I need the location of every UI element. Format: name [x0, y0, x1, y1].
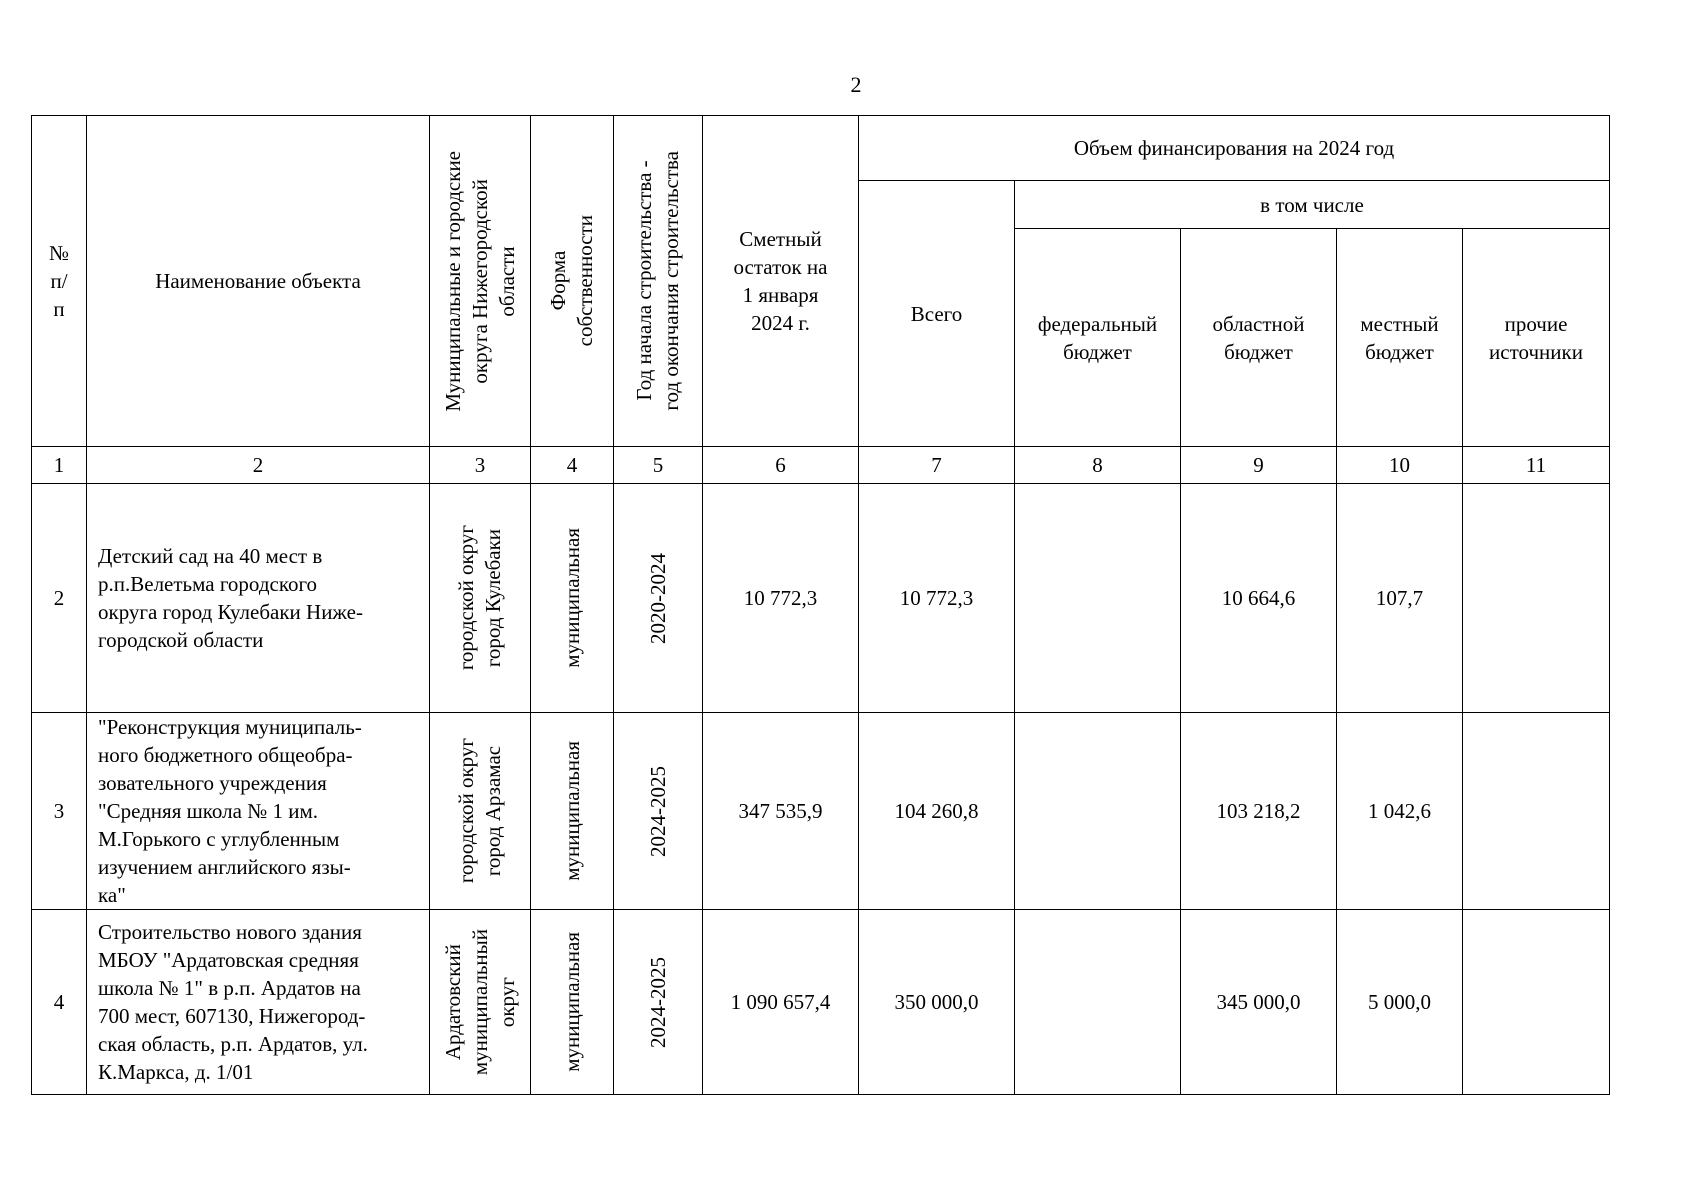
municipality: городской округ город Кулебаки [430, 484, 531, 713]
header-years: Год начала строительства - год окончания строительства [614, 116, 703, 447]
header-num: № п/ п [32, 116, 87, 447]
row-num: 2 [32, 484, 87, 713]
header-other: прочие источники [1463, 229, 1610, 447]
header-federal: федеральный бюджет [1015, 229, 1181, 447]
object-name: Строительство нового здания МБОУ "Ардатовская средняя школа № 1" в р.п. Ардатов на 700 мест, 607130, Нижегород- ская область, р.п. Ардатов, ул. К.Маркса, д. 1/01 [87, 910, 430, 1095]
object-name: "Реконструкция муниципаль- ного бюджетного общеобра- зовательного учреждения "Средняя школа № 1 им. М.Горького с углубленным изучением английского язы- ка" [87, 713, 430, 910]
header-total: Всего [859, 181, 1015, 447]
years: 2024-2025 [614, 910, 703, 1095]
column-number: 7 [859, 447, 1015, 484]
column-number: 10 [1337, 447, 1463, 484]
years: 2020-2024 [614, 484, 703, 713]
total-value: 104 260,8 [859, 713, 1015, 910]
years: 2024-2025 [614, 713, 703, 910]
regional-value: 10 664,6 [1181, 484, 1337, 713]
column-number: 3 [430, 447, 531, 484]
other-value [1463, 484, 1610, 713]
balance-value: 347 535,9 [703, 713, 859, 910]
regional-value: 345 000,0 [1181, 910, 1337, 1095]
total-value: 10 772,3 [859, 484, 1015, 713]
column-number: 1 [32, 447, 87, 484]
column-number: 9 [1181, 447, 1337, 484]
other-value [1463, 910, 1610, 1095]
local-value: 107,7 [1337, 484, 1463, 713]
column-number: 8 [1015, 447, 1181, 484]
total-value: 350 000,0 [859, 910, 1015, 1095]
column-number: 6 [703, 447, 859, 484]
header-local: местный бюджет [1337, 229, 1463, 447]
ownership: муниципальная [531, 484, 614, 713]
header-municipality: Муниципальные и городские округа Нижегородской области [430, 116, 531, 447]
local-value: 5 000,0 [1337, 910, 1463, 1095]
object-name: Детский сад на 40 мест в р.п.Велетьма городского округа город Кулебаки Ниже- городской области [87, 484, 430, 713]
federal-value [1015, 910, 1181, 1095]
column-number: 4 [531, 447, 614, 484]
header-ownership: Форма собственности [531, 116, 614, 447]
municipality: городской округ город Арзамас [430, 713, 531, 910]
column-number: 11 [1463, 447, 1610, 484]
regional-value: 103 218,2 [1181, 713, 1337, 910]
ownership: муниципальная [531, 713, 614, 910]
other-value [1463, 713, 1610, 910]
column-number: 5 [614, 447, 703, 484]
local-value: 1 042,6 [1337, 713, 1463, 910]
column-numbers-row [32, 447, 1610, 484]
table-row [32, 484, 1610, 713]
table-row [32, 910, 1610, 1095]
header-regional: областной бюджет [1181, 229, 1337, 447]
federal-value [1015, 484, 1181, 713]
table-row [32, 713, 1610, 910]
row-num: 3 [32, 713, 87, 910]
balance-value: 10 772,3 [703, 484, 859, 713]
header-balance: Сметный остаток на 1 января 2024 г. [703, 116, 859, 447]
header-funding-title: Объем финансирования на 2024 год [859, 116, 1610, 181]
row-num: 4 [32, 910, 87, 1095]
page-number: 2 [850, 72, 862, 97]
header-name: Наименование объекта [87, 116, 430, 447]
balance-value: 1 090 657,4 [703, 910, 859, 1095]
column-number: 2 [87, 447, 430, 484]
federal-value [1015, 713, 1181, 910]
financing-table [31, 115, 1610, 1095]
municipality: Ардатовский муниципальный округ [430, 910, 531, 1095]
ownership: муниципальная [531, 910, 614, 1095]
header-including: в том числе [1015, 181, 1610, 229]
